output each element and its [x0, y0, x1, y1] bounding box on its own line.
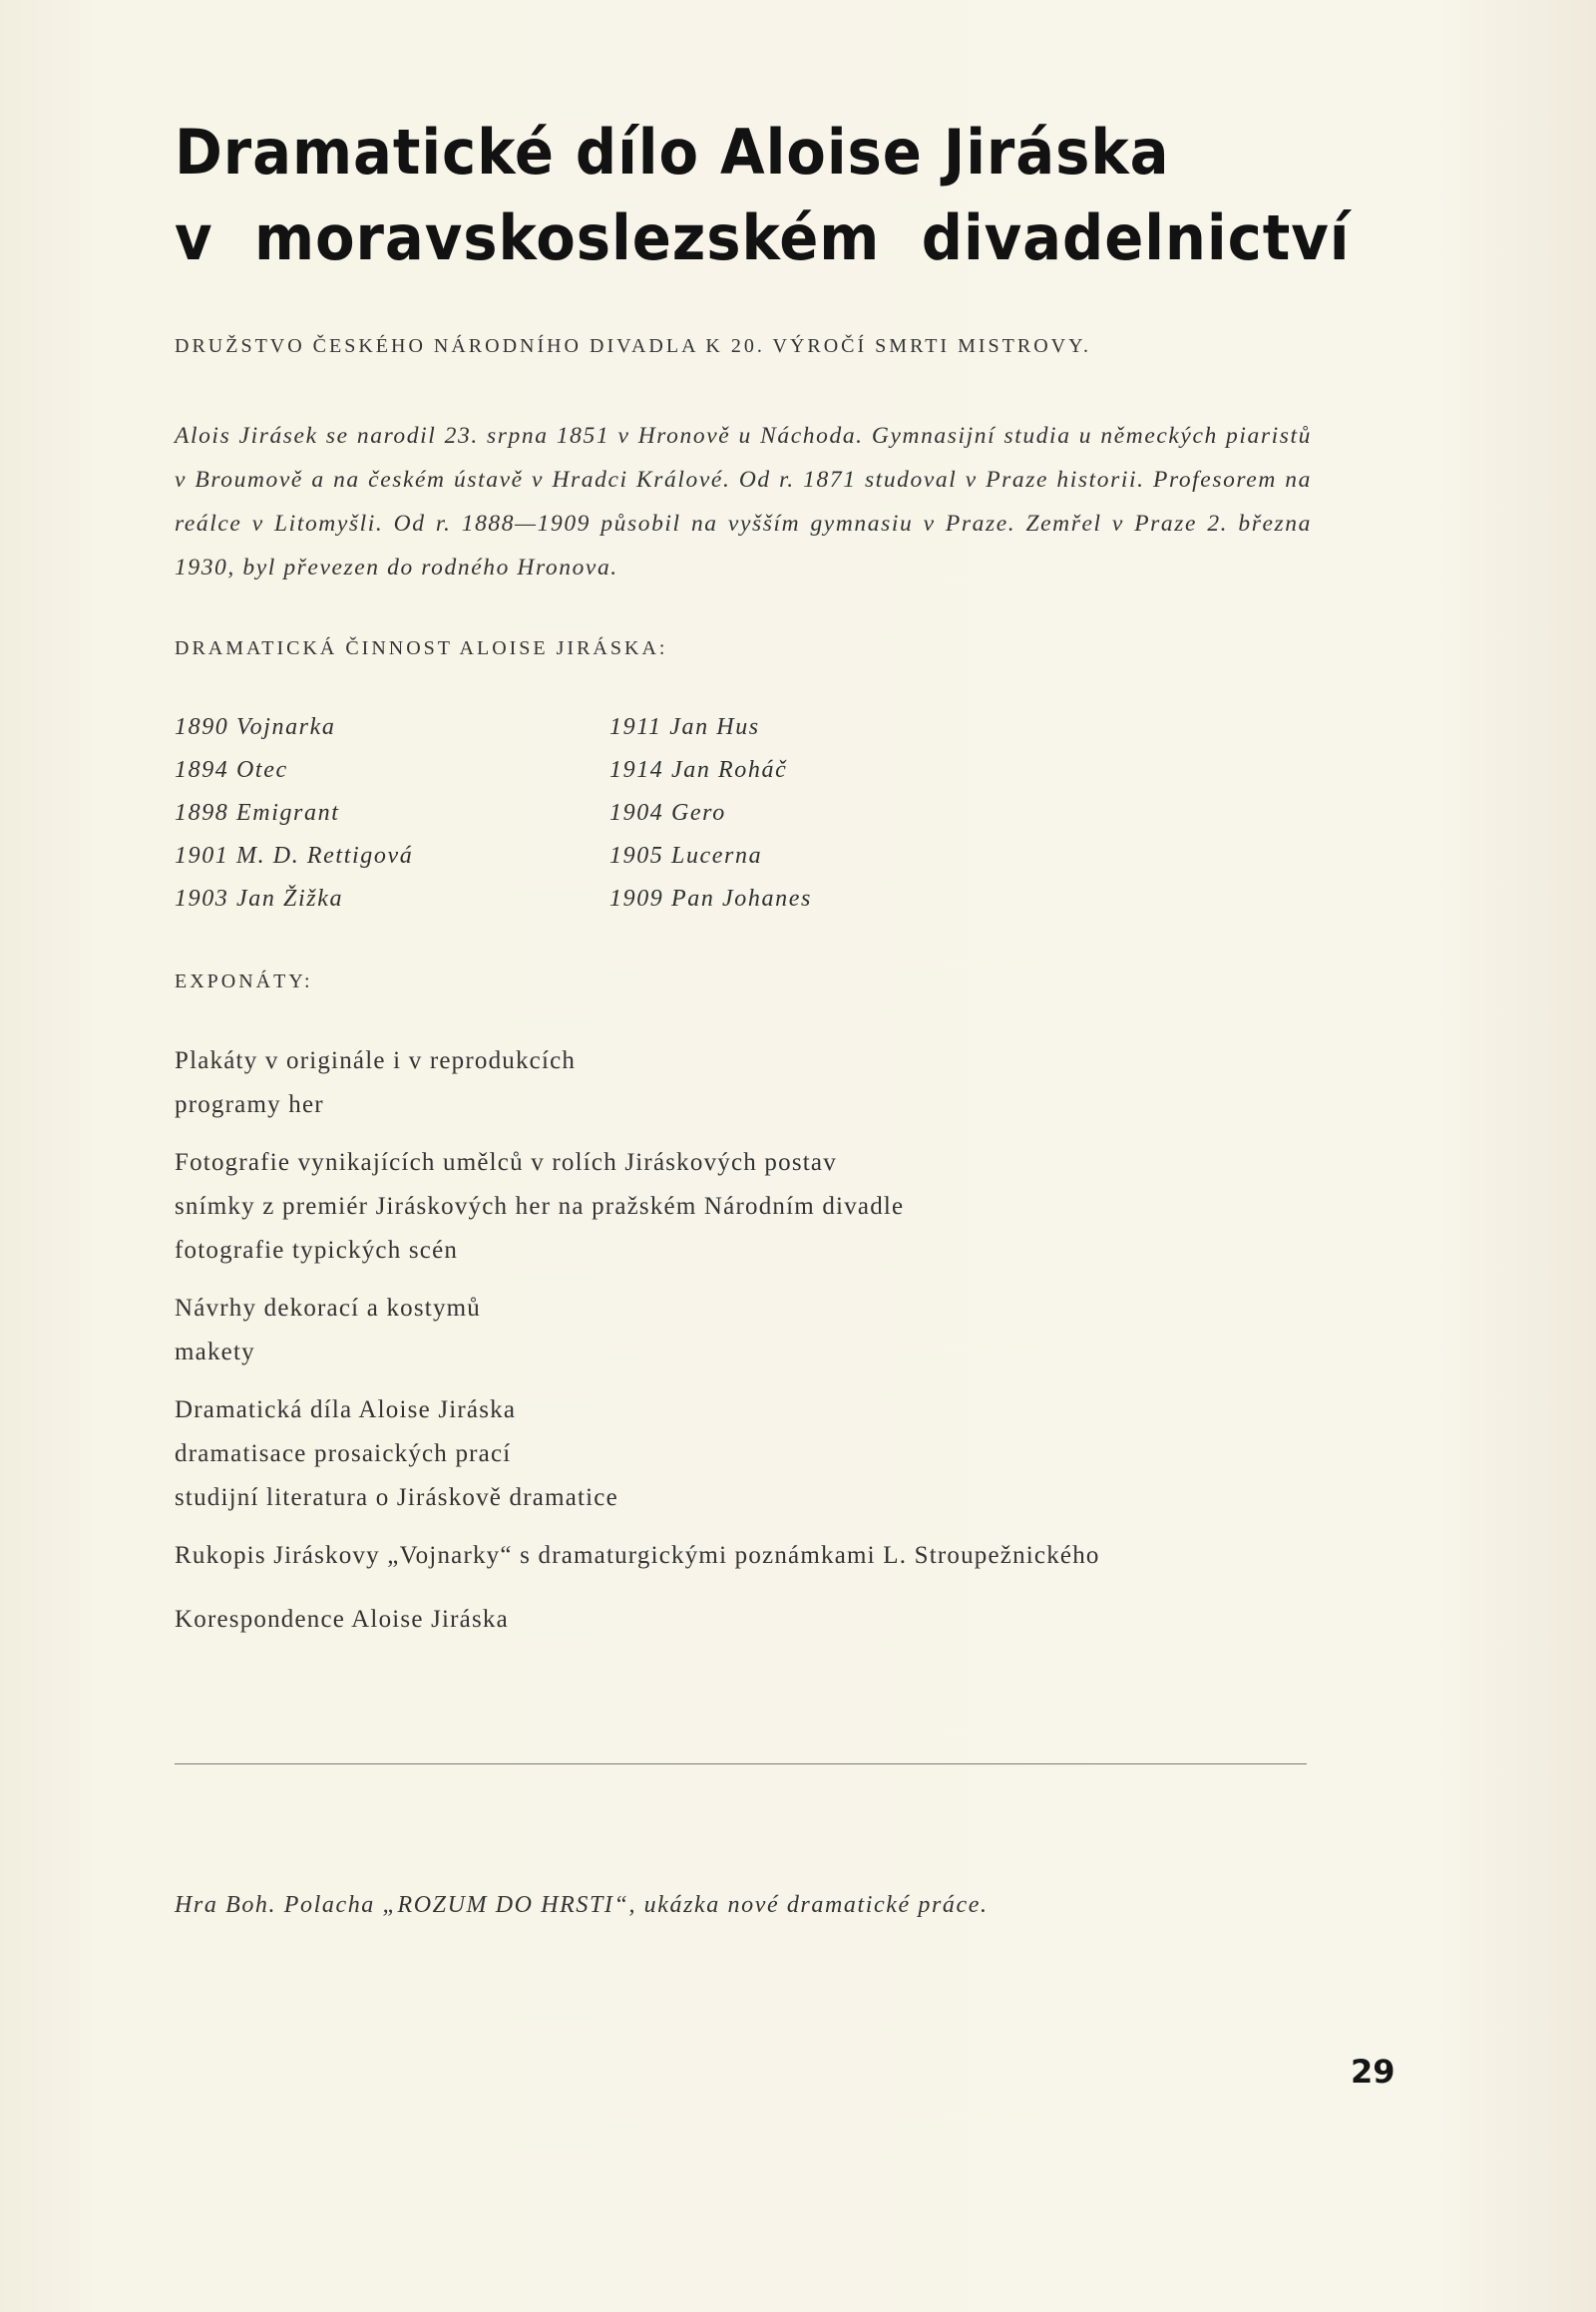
exhibit-group	[175, 1598, 1312, 1642]
work-item: 1911 Jan Hus	[609, 714, 760, 740]
work-item: 1890 Vojnarka	[175, 714, 336, 740]
works-list	[175, 706, 1312, 921]
exhibit-line: Korespondence Aloise Jiráska	[175, 1606, 509, 1633]
page-number: 29	[1351, 2053, 1396, 2091]
exhibit-group	[175, 1141, 1312, 1273]
title-line-2: v moravskoslezském divadelnictví	[175, 201, 1351, 274]
work-item: 1905 Lucerna	[609, 843, 763, 869]
page-title	[175, 110, 1351, 281]
exhibit-line: Rukopis Jiráskovy „Vojnarky“ s dramaturgickými poznámkami L. Stroupežnického	[175, 1542, 1100, 1569]
footnote: Hra Boh. Polacha „ROZUM DO HRSTI“, ukázka nové dramatické práce.	[175, 1892, 989, 1918]
biography-paragraph: Alois Jirásek se narodil 23. srpna 1851 v Hronově u Náchoda. Gymnasijní studia u německých piaristů v Broumově a na českém ústavě v Hradci Králové. Od r. 1871 studoval v Praze historii. Profesorem na reálce v Litomyšli. Od r. 1888—1909 působil na vyšším gymnasiu v Praze. Zemřel v Praze 2. března 1930, byl převezen do rodného Hronova.	[175, 423, 1312, 580]
exhibits-list	[175, 1039, 1312, 1642]
exhibit-line: Fotografie vynikajících umělců v rolích Jiráskových postav	[175, 1149, 837, 1176]
work-item: 1898 Emigrant	[175, 800, 340, 826]
title-line-1: Dramatické dílo Aloise Jiráska	[175, 116, 1170, 189]
content	[175, 110, 1351, 1656]
exhibit-group	[175, 1287, 1312, 1374]
exhibit-group	[175, 1534, 1312, 1578]
work-item: 1903 Jan Žižka	[175, 886, 344, 912]
work-item: 1901 M. D. Rettigová	[175, 843, 414, 869]
exhibit-line: programy her	[175, 1091, 324, 1118]
exhibit-group	[175, 1388, 1312, 1520]
exhibit-line: Návrhy dekorací a kostymů	[175, 1295, 482, 1322]
subtitle: DRUŽSTVO ČESKÉHO NÁRODNÍHO DIVADLA K 20. VÝROČÍ SMRTI MISTROVY.	[175, 335, 1091, 357]
exhibit-group	[175, 1039, 1312, 1127]
work-item: 1909 Pan Johanes	[609, 886, 812, 912]
exhibits-heading: EXPONÁTY:	[175, 970, 313, 992]
works-heading: DRAMATICKÁ ČINNOST ALOISE JIRÁSKA:	[175, 637, 668, 659]
exhibit-line: dramatisace prosaických prací	[175, 1440, 512, 1467]
exhibit-line: studijní literatura o Jiráskově dramatice	[175, 1484, 618, 1511]
work-item: 1914 Jan Roháč	[609, 757, 788, 783]
exhibit-line: makety	[175, 1339, 255, 1365]
exhibit-line: Dramatická díla Aloise Jiráska	[175, 1396, 517, 1423]
work-item: 1904 Gero	[609, 800, 726, 826]
exhibit-line: snímky z premiér Jiráskových her na pražském Národním divadle	[175, 1193, 905, 1220]
work-item: 1894 Otec	[175, 757, 288, 783]
separator-rule	[175, 1763, 1307, 1764]
exhibit-line: Plakáty v originále i v reprodukcích	[175, 1047, 577, 1074]
exhibit-line: fotografie typických scén	[175, 1237, 459, 1264]
